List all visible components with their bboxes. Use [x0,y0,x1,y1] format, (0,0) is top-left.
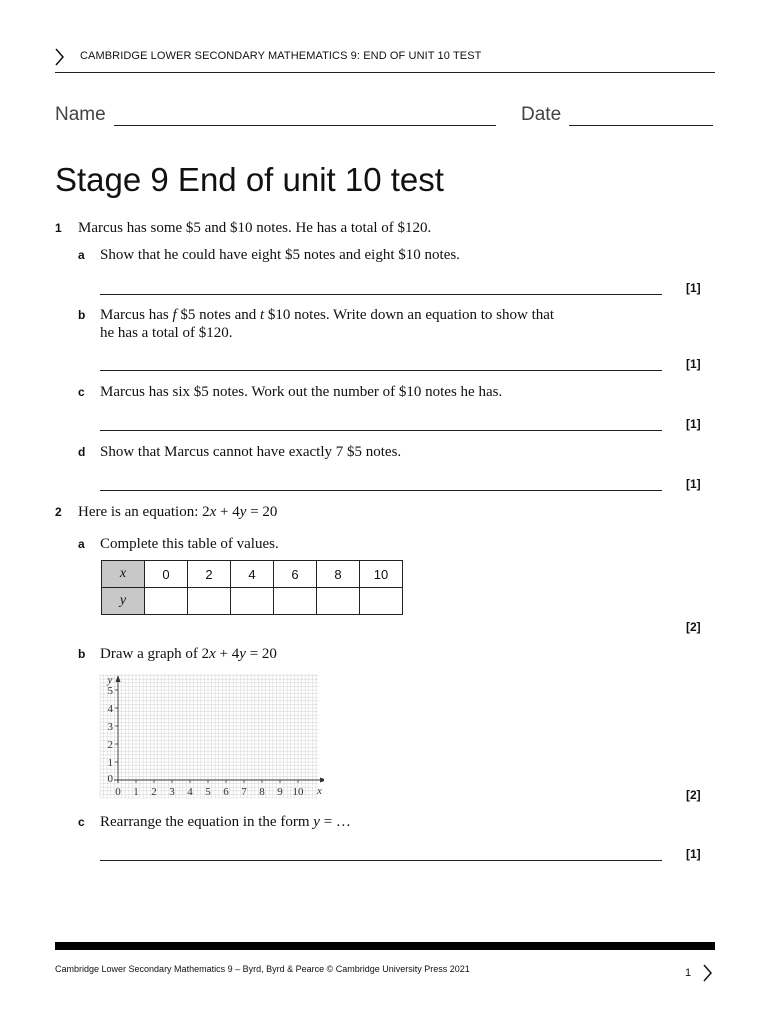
table-of-values [101,560,403,615]
table-cell-x: 6 [274,561,317,588]
table-row-x [102,561,403,588]
footer-bar [55,942,715,950]
question-1c-label: c [78,385,85,399]
table-cell-y-input[interactable] [360,588,403,615]
y-tick-label: 1 [107,757,113,769]
question-2-text: Here is an equation: 2x + 4y = 20 [78,504,278,520]
mark-2b: [2] [686,788,701,802]
question-2b-label: b [78,647,86,661]
y-axis-arrow [116,675,121,682]
answer-line-1d[interactable] [100,490,662,491]
y-tick-label: 5 [107,685,113,697]
question-1b-text: Marcus has f $5 notes and t $10 notes. Write down an equation to show that [100,307,555,323]
y-tick-label: 3 [107,721,113,733]
chevron-right-icon [702,963,714,983]
mark-2a: [2] [686,620,701,634]
question-1b-label: b [78,308,86,322]
mark-2c: [1] [686,847,701,861]
name-field[interactable] [114,125,496,126]
table-cell-y-input[interactable] [188,588,231,615]
question-1-text: Marcus has some $5 and $10 notes. He has a total of $120. [78,220,432,236]
question-2a-text: Complete this table of values. [100,536,279,552]
table-header-x: x [102,561,145,588]
running-header: CAMBRIDGE LOWER SECONDARY MATHEMATICS 9: END OF UNIT 10 TEST [80,50,482,62]
table-header-y: y [102,588,145,615]
table-cell-x: 8 [317,561,360,588]
question-2c-label: c [78,815,85,829]
x-axis-label: x [317,785,322,797]
question-2c-text: Rearrange the equation in the form y = … [100,814,351,830]
table-cell-x: 10 [360,561,403,588]
x-tick-label: 9 [277,786,283,798]
question-1b-text-line2: he has a total of $120. [100,325,233,341]
x-tick-label: 3 [169,786,175,798]
y-tick-label: 2 [107,739,113,751]
table-cell-y-input[interactable] [231,588,274,615]
y-tick-label: 0 [107,773,113,785]
x-tick-label: 5 [205,786,211,798]
question-1c-text: Marcus has six $5 notes. Work out the number of $10 notes he has. [100,384,503,400]
answer-line-2c[interactable] [100,860,662,861]
question-1-number: 1 [55,221,62,235]
table-row-y [102,588,403,615]
date-field[interactable] [569,125,713,126]
table-cell-x: 0 [145,561,188,588]
x-tick-label: 0 [115,786,121,798]
mark-1a: [1] [686,281,701,295]
answer-line-1b[interactable] [100,370,662,371]
x-tick-label: 10 [292,786,304,798]
x-tick-label: 6 [223,786,229,798]
graph-grid[interactable] [96,672,324,802]
question-1a-text: Show that he could have eight $5 notes and eight $10 notes. [100,247,460,263]
footer-credit: Cambridge Lower Secondary Mathematics 9 – Byrd, Byrd & Pearce © Cambridge University Press 2021 [55,964,470,974]
page-number: 1 [685,967,692,979]
x-tick-label: 8 [259,786,265,798]
question-1d-text: Show that Marcus cannot have exactly 7 $5 notes. [100,444,402,460]
equation: 2x + 4y = 20 [201,646,277,662]
question-2-number: 2 [55,505,62,519]
x-tick-label: 2 [151,786,157,798]
equation: 2x + 4y = 20 [202,504,278,520]
answer-line-1a[interactable] [100,294,662,295]
chevron-right-icon [54,47,66,67]
table-cell-x: 2 [188,561,231,588]
y-tick-label: 4 [107,703,113,715]
mark-1d: [1] [686,477,701,491]
x-tick-label: 1 [133,786,139,798]
x-tick-label: 4 [187,786,193,798]
date-label: Date [521,104,562,125]
x-tick-label: 7 [241,786,247,798]
mark-1b: [1] [686,357,701,371]
table-cell-y-input[interactable] [145,588,188,615]
table-cell-y-input[interactable] [317,588,360,615]
question-2b-text: Draw a graph of 2x + 4y = 20 [100,646,277,662]
y-axis-label: y [107,674,113,686]
page-title: Stage 9 End of unit 10 test [55,161,444,198]
name-label: Name [55,104,106,125]
answer-line-1c[interactable] [100,430,662,431]
question-1a-label: a [78,248,85,262]
x-axis-arrow [320,778,324,783]
question-1d-label: d [78,445,86,459]
table-cell-y-input[interactable] [274,588,317,615]
question-2a-label: a [78,537,85,551]
table-cell-x: 4 [231,561,274,588]
header-rule [55,72,715,73]
mark-1c: [1] [686,417,701,431]
